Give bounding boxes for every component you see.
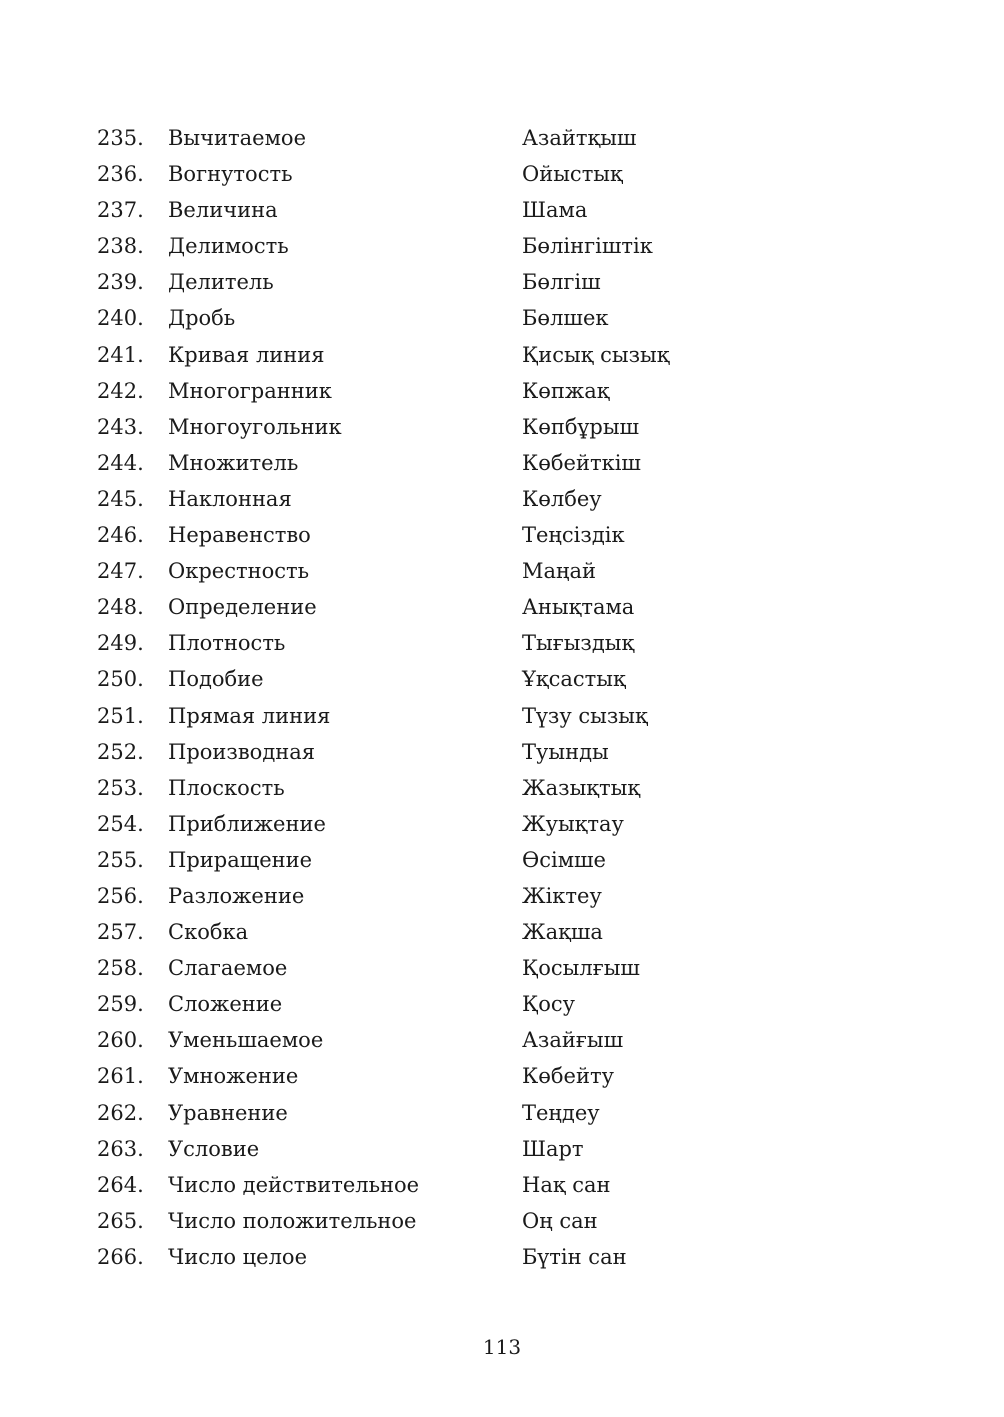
entry-number: 250. — [97, 667, 144, 692]
entry-number: 259. — [97, 992, 144, 1017]
glossary-row — [97, 1203, 917, 1239]
entry-number: 236. — [97, 162, 144, 187]
entry-number: 264. — [97, 1172, 144, 1197]
glossary-row — [97, 228, 917, 264]
kazakh-term: Бөлшек — [522, 306, 609, 331]
glossary-row — [97, 300, 917, 336]
kazakh-term: Көбейткіш — [522, 450, 641, 475]
entry-number: 249. — [97, 631, 144, 656]
entry-number: 240. — [97, 306, 144, 331]
entry-number: 266. — [97, 1244, 144, 1269]
entry-number: 257. — [97, 920, 144, 945]
kazakh-term: Қосу — [522, 992, 576, 1017]
glossary-row — [97, 1239, 917, 1275]
kazakh-term: Жіктеу — [522, 883, 602, 908]
kazakh-term: Тығыздық — [522, 631, 635, 656]
entry-number: 253. — [97, 775, 144, 800]
kazakh-term: Ұқсастық — [522, 667, 626, 692]
kazakh-term: Көпбұрыш — [522, 414, 640, 439]
glossary-row — [97, 1167, 917, 1203]
russian-term: Вогнутость — [168, 162, 293, 187]
russian-term: Разложение — [168, 883, 305, 908]
russian-term: Число целое — [168, 1244, 307, 1269]
kazakh-term: Ойыстық — [522, 162, 623, 187]
glossary-row — [97, 156, 917, 192]
russian-term: Подобие — [168, 667, 264, 692]
entry-number: 237. — [97, 198, 144, 223]
russian-term: Прямая линия — [168, 703, 331, 728]
glossary-row — [97, 373, 917, 409]
glossary-row — [97, 950, 917, 986]
kazakh-term: Нақ сан — [522, 1172, 611, 1197]
glossary-row — [97, 698, 917, 734]
russian-term: Величина — [168, 198, 278, 223]
glossary-row — [97, 986, 917, 1022]
glossary-row — [97, 1095, 917, 1131]
glossary-row — [97, 1131, 917, 1167]
entry-number: 243. — [97, 414, 144, 439]
page-number: 113 — [482, 1335, 522, 1359]
glossary-row — [97, 770, 917, 806]
russian-term: Многоугольник — [168, 414, 342, 439]
entry-number: 238. — [97, 234, 144, 259]
glossary-row — [97, 914, 917, 950]
russian-term: Окрестность — [168, 559, 310, 584]
russian-term: Условие — [168, 1136, 260, 1161]
russian-term: Плоскость — [168, 775, 285, 800]
glossary-row — [97, 264, 917, 300]
kazakh-term: Оң сан — [522, 1208, 598, 1233]
entry-number: 252. — [97, 739, 144, 764]
entry-number: 262. — [97, 1100, 144, 1125]
russian-term: Множитель — [168, 450, 299, 475]
entry-number: 235. — [97, 126, 144, 150]
entry-number: 254. — [97, 811, 144, 836]
entry-number: 241. — [97, 342, 144, 367]
kazakh-term: Көлбеу — [522, 486, 602, 511]
kazakh-term: Теңдеу — [522, 1100, 600, 1125]
russian-term: Приближение — [168, 811, 326, 836]
russian-term: Определение — [168, 595, 317, 620]
glossary-row — [97, 553, 917, 589]
kazakh-term: Туынды — [522, 739, 609, 764]
glossary-row — [97, 878, 917, 914]
glossary-row — [97, 806, 917, 842]
entry-number: 245. — [97, 486, 144, 511]
glossary-row — [97, 734, 917, 770]
russian-term: Приращение — [168, 847, 313, 872]
russian-term: Сложение — [168, 992, 283, 1017]
kazakh-term: Жақша — [522, 920, 603, 945]
russian-term: Наклонная — [168, 486, 292, 511]
kazakh-term: Өсімше — [522, 847, 606, 872]
glossary-row — [97, 445, 917, 481]
kazakh-term: Көпжақ — [522, 378, 610, 403]
kazakh-term: Қосылғыш — [522, 956, 640, 981]
kazakh-term: Анықтама — [522, 595, 635, 620]
glossary-row — [97, 337, 917, 373]
kazakh-term: Шарт — [522, 1136, 584, 1161]
russian-term: Неравенство — [168, 523, 311, 548]
russian-term: Вычитаемое — [168, 126, 306, 150]
entry-number: 246. — [97, 523, 144, 548]
entry-number: 263. — [97, 1136, 144, 1161]
entry-number: 265. — [97, 1208, 144, 1233]
glossary-row — [97, 625, 917, 661]
entry-number: 247. — [97, 559, 144, 584]
glossary-row — [97, 661, 917, 697]
kazakh-term: Бөлінгіштік — [522, 234, 653, 259]
entry-number: 260. — [97, 1028, 144, 1053]
entry-number: 248. — [97, 595, 144, 620]
kazakh-term: Бөлгіш — [522, 270, 601, 295]
russian-term: Уменьшаемое — [168, 1028, 324, 1053]
entry-number: 251. — [97, 703, 144, 728]
entry-number: 256. — [97, 883, 144, 908]
entry-number: 239. — [97, 270, 144, 295]
glossary-row — [97, 481, 917, 517]
kazakh-term: Маңай — [522, 559, 597, 584]
entry-number: 258. — [97, 956, 144, 981]
russian-term: Плотность — [168, 631, 286, 656]
glossary-row — [97, 842, 917, 878]
glossary-row — [97, 517, 917, 553]
kazakh-term: Түзу сызық — [522, 703, 648, 728]
kazakh-term: Көбейту — [522, 1064, 614, 1089]
russian-term: Число положительное — [168, 1208, 417, 1233]
kazakh-term: Қисық сызық — [522, 342, 670, 367]
kazakh-term: Жазықтық — [522, 775, 641, 800]
kazakh-term: Бүтін сан — [522, 1244, 627, 1269]
russian-term: Умножение — [168, 1064, 299, 1089]
russian-term: Скобка — [168, 920, 249, 945]
entry-number: 255. — [97, 847, 144, 872]
kazakh-term: Теңсіздік — [522, 523, 625, 548]
glossary-row — [97, 192, 917, 228]
kazakh-term: Шама — [522, 198, 588, 223]
russian-term: Уравнение — [168, 1100, 288, 1125]
russian-term: Делитель — [168, 270, 274, 295]
russian-term: Делимость — [168, 234, 289, 259]
glossary-list — [97, 120, 917, 1275]
russian-term: Производная — [168, 739, 316, 764]
russian-term: Кривая линия — [168, 342, 325, 367]
kazakh-term: Азайғыш — [522, 1028, 624, 1053]
russian-term: Число действительное — [168, 1172, 420, 1197]
entry-number: 242. — [97, 378, 144, 403]
russian-term: Слагаемое — [168, 956, 288, 981]
glossary-row — [97, 120, 917, 156]
glossary-row — [97, 409, 917, 445]
kazakh-term: Азайтқыш — [522, 126, 637, 150]
entry-number: 244. — [97, 450, 144, 475]
kazakh-term: Жуықтау — [522, 811, 624, 836]
russian-term: Многогранник — [168, 378, 332, 403]
glossary-row — [97, 1058, 917, 1094]
russian-term: Дробь — [168, 306, 236, 331]
glossary-row — [97, 589, 917, 625]
entry-number: 261. — [97, 1064, 144, 1089]
glossary-row — [97, 1022, 917, 1058]
